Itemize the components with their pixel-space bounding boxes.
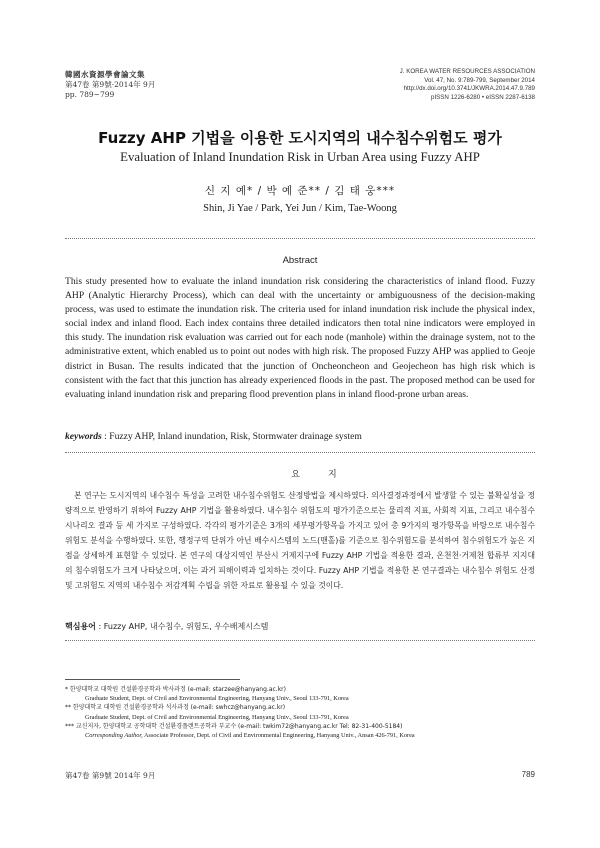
footnote-3-en <box>65 731 535 740</box>
title-korean: Fuzzy AHP 기법을 이용한 도시지역의 내수침수위험도 평가 <box>98 129 502 147</box>
journal-pages: pp. 789~799 <box>65 90 115 99</box>
keywords-en <box>65 431 535 442</box>
journal-volume-ko: 第47卷 第9號·2014年 9月 <box>65 80 156 89</box>
journal-header-right <box>400 68 535 102</box>
footnote-2-ko: ** 한양대학교 대학원 건설환경공학과 석사과정 (e-mail: swhcz@hanyang.ac.kr) <box>65 704 286 712</box>
footnote-3-en-text: Associate Professor, Dept. of Civil and Environmental Engineering, Hanyang Univ., Ansan 426-791, Korea <box>142 732 415 740</box>
abstract-ko-heading: 요지 <box>291 470 365 480</box>
keywords-ko-label: 핵심용어 <box>65 622 96 631</box>
authors-korean: 신 지 예* / 박 예 준** / 김 태 웅*** <box>204 185 396 197</box>
journal-name-en: J. KOREA WATER RESOURCES ASSOCIATION <box>399 68 535 75</box>
footnote-2-en: Graduate Student, Dept. of Civil and Environmental Engineering, Hanyang Univ., Seoul 133-791, Korea <box>85 713 349 721</box>
journal-header-left <box>65 70 155 100</box>
footnote-rule <box>65 679 240 680</box>
journal-name-ko: 韓國水資源學會論文集 <box>65 70 145 79</box>
footer-issue: 第47卷 第9號 2014年 9月 <box>65 771 156 780</box>
footnotes <box>65 685 535 740</box>
corresponding-author-label: Corresponding Author, <box>85 732 143 740</box>
page-number: 789 <box>521 770 535 779</box>
keywords-label: keywords <box>65 431 102 442</box>
doi-link[interactable]: http://dx.doi.org/10.3741/JKWRA.2014.47.9.789 <box>403 85 535 93</box>
footnote-1-ko: * 한양대학교 대학원 건설환경공학과 박사과정 (e-mail: starzee@hanyang.ac.kr) <box>65 686 286 693</box>
separator-top <box>65 238 535 239</box>
abstract-heading: Abstract <box>282 255 318 266</box>
footnote-1-en: Graduate Student, Dept. of Civil and Environmental Engineering, Hanyang Univ., Seoul 133-791, Korea <box>85 695 349 703</box>
footnote-3-ko: *** 교신저자, 한양대학교 공학대학 건설환경플랜트공학과 부교수 (e-mail: twkim72@hanyang.ac.kr Tel: 82-31-400-5184) <box>65 722 403 730</box>
title-english: Evaluation of Inland Inundation Risk in Urban Area using Fuzzy AHP <box>120 150 480 164</box>
journal-volume-en: Vol. 47, No. 9:789-799, September 2014 <box>424 76 535 84</box>
separator-bottom <box>65 640 535 641</box>
abstract-ko-text: 본 연구는 도시지역의 내수침수 특성을 고려한 내수침수위험도 산정방법을 제시하였다. 의사결정과정에서 발생할 수 있는 불확실성을 정량적으로 반영하기 위하여 Fuzzy AHP 기법을 활용하였다. 내수침수 위험도의 평가기준으로는 물리적 지표, 사회적 지표, 그리고 내수침수 시나리오 결과 등 세 가지로 구성하였다. 각각의 평가기준은 3개의 세부평가항목을 가지고 있어 총 9가지의 평가항목을 바탕으로 내수침수 위험도 분석을 수행하였다. 또한, 행정구역 단위가 아닌 배수시스템의 노드(맨홀)를 기준으로 침수위험도를 분석하여 침수위험도가 높은 지점을 상세하게 표현할 수 있었다. 본 연구의 대상지역인 부산시 거제지구에 Fuzzy AHP 기법을 적용한 결과, 온천천·거제천 합류부 지지대의 침수위험도가 크게 나타났으며, 이는 과거 피해이력과 일치하는 것이다. Fuzzy AHP 기법을 적용한 본 연구결과는 내수침수 위험도 산정 및 고위험도 지역의 내수침수 저감계획 수립을 위한 자료로 활용될 수 있을 것이다. <box>65 491 535 590</box>
separator-middle <box>65 452 535 453</box>
abstract-text: This study presented how to evaluate the inland inundation risk considering the characteristics of inland flood. Fuzzy AHP (Analytic Hierarchy Process), which can deal with the uncertainty or ambiguousness of the decision-making process, was used to estimate the inundation risk. The criteria used for inland inundation risk include the physical index, social index and inland flood. Each index contains three detailed indicators then total nine indicators were employed in this study. The inundation risk evaluation was carried out for each node (manhole) within the drainage system, not to the administrative extent, which enabled us to point out nodes with high risk. The proposed Fuzzy AHP was applied to Geoje district in Busan. The results indicated that the junction of Oncheoncheon and Geojecheon has high risk which is consistent with the fact that this junction has already experienced floods in the past. The proposed method can be used for evaluating inland inundation risk and preparing flood prevention plans in inland flood-prone urban areas. <box>65 276 535 400</box>
keywords-list: : Fuzzy AHP, Inland inundation, Risk, Stormwater drainage system <box>101 431 362 442</box>
keywords-ko-list: : Fuzzy AHP, 내수침수, 위험도, 우수배제시스템 <box>95 622 269 631</box>
keywords-ko <box>65 621 535 632</box>
issn: pISSN 1226-6280 • eISSN 2287-6138 <box>431 93 535 101</box>
authors-english: Shin, Ji Yae / Park, Yei Jun / Kim, Tae-Woong <box>203 203 397 214</box>
